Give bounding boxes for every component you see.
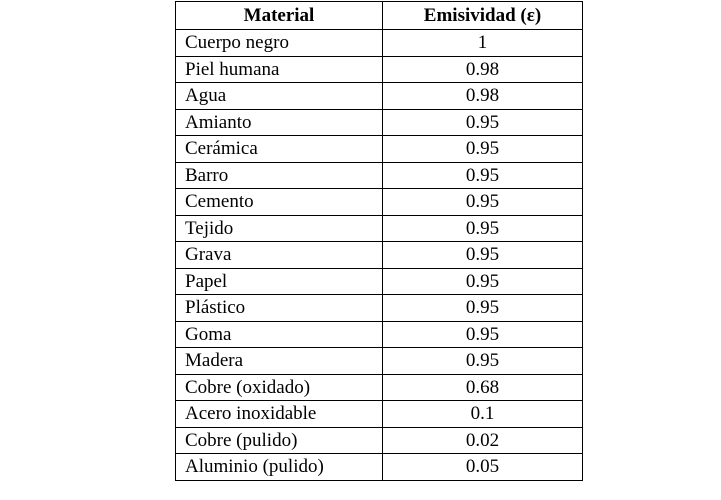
emissivity-table-container	[175, 1, 583, 481]
material-cell: Cobre (pulido)	[176, 427, 383, 454]
header-material: Material	[176, 2, 383, 30]
emissivity-cell: 0.95	[383, 295, 583, 322]
material-cell: Aluminio (pulido)	[176, 454, 383, 481]
emissivity-cell: 0.98	[383, 56, 583, 83]
material-cell: Agua	[176, 83, 383, 110]
table-row	[176, 242, 583, 269]
material-cell: Papel	[176, 268, 383, 295]
table-row	[176, 401, 583, 428]
material-cell: Cemento	[176, 189, 383, 216]
emissivity-cell: 0.1	[383, 401, 583, 428]
material-cell: Barro	[176, 162, 383, 189]
emissivity-cell: 0.02	[383, 427, 583, 454]
emissivity-cell: 0.95	[383, 321, 583, 348]
table-row	[176, 56, 583, 83]
table-row	[176, 136, 583, 163]
header-emissivity: Emisividad (ε)	[383, 2, 583, 30]
emissivity-cell: 0.68	[383, 374, 583, 401]
table-row	[176, 295, 583, 322]
emissivity-cell: 0.95	[383, 109, 583, 136]
emissivity-cell: 0.98	[383, 83, 583, 110]
material-cell: Madera	[176, 348, 383, 375]
material-cell: Plástico	[176, 295, 383, 322]
material-cell: Cerámica	[176, 136, 383, 163]
table-row	[176, 189, 583, 216]
emissivity-table	[175, 1, 583, 481]
emissivity-cell: 0.05	[383, 454, 583, 481]
table-row	[176, 215, 583, 242]
table-row	[176, 321, 583, 348]
table-row	[176, 374, 583, 401]
emissivity-cell: 0.95	[383, 136, 583, 163]
table-row	[176, 427, 583, 454]
emissivity-cell: 0.95	[383, 162, 583, 189]
table-body	[176, 30, 583, 481]
emissivity-cell: 0.95	[383, 242, 583, 269]
table-row	[176, 162, 583, 189]
table-header-row	[176, 2, 583, 30]
table-row	[176, 348, 583, 375]
emissivity-cell: 0.95	[383, 215, 583, 242]
material-cell: Grava	[176, 242, 383, 269]
material-cell: Cuerpo negro	[176, 30, 383, 57]
table-row	[176, 268, 583, 295]
emissivity-cell: 0.95	[383, 268, 583, 295]
material-cell: Acero inoxidable	[176, 401, 383, 428]
table-row	[176, 30, 583, 57]
material-cell: Piel humana	[176, 56, 383, 83]
table-row	[176, 109, 583, 136]
material-cell: Tejido	[176, 215, 383, 242]
emissivity-cell: 0.95	[383, 348, 583, 375]
material-cell: Goma	[176, 321, 383, 348]
emissivity-cell: 0.95	[383, 189, 583, 216]
table-row	[176, 83, 583, 110]
emissivity-cell: 1	[383, 30, 583, 57]
material-cell: Amianto	[176, 109, 383, 136]
table-row	[176, 454, 583, 481]
material-cell: Cobre (oxidado)	[176, 374, 383, 401]
